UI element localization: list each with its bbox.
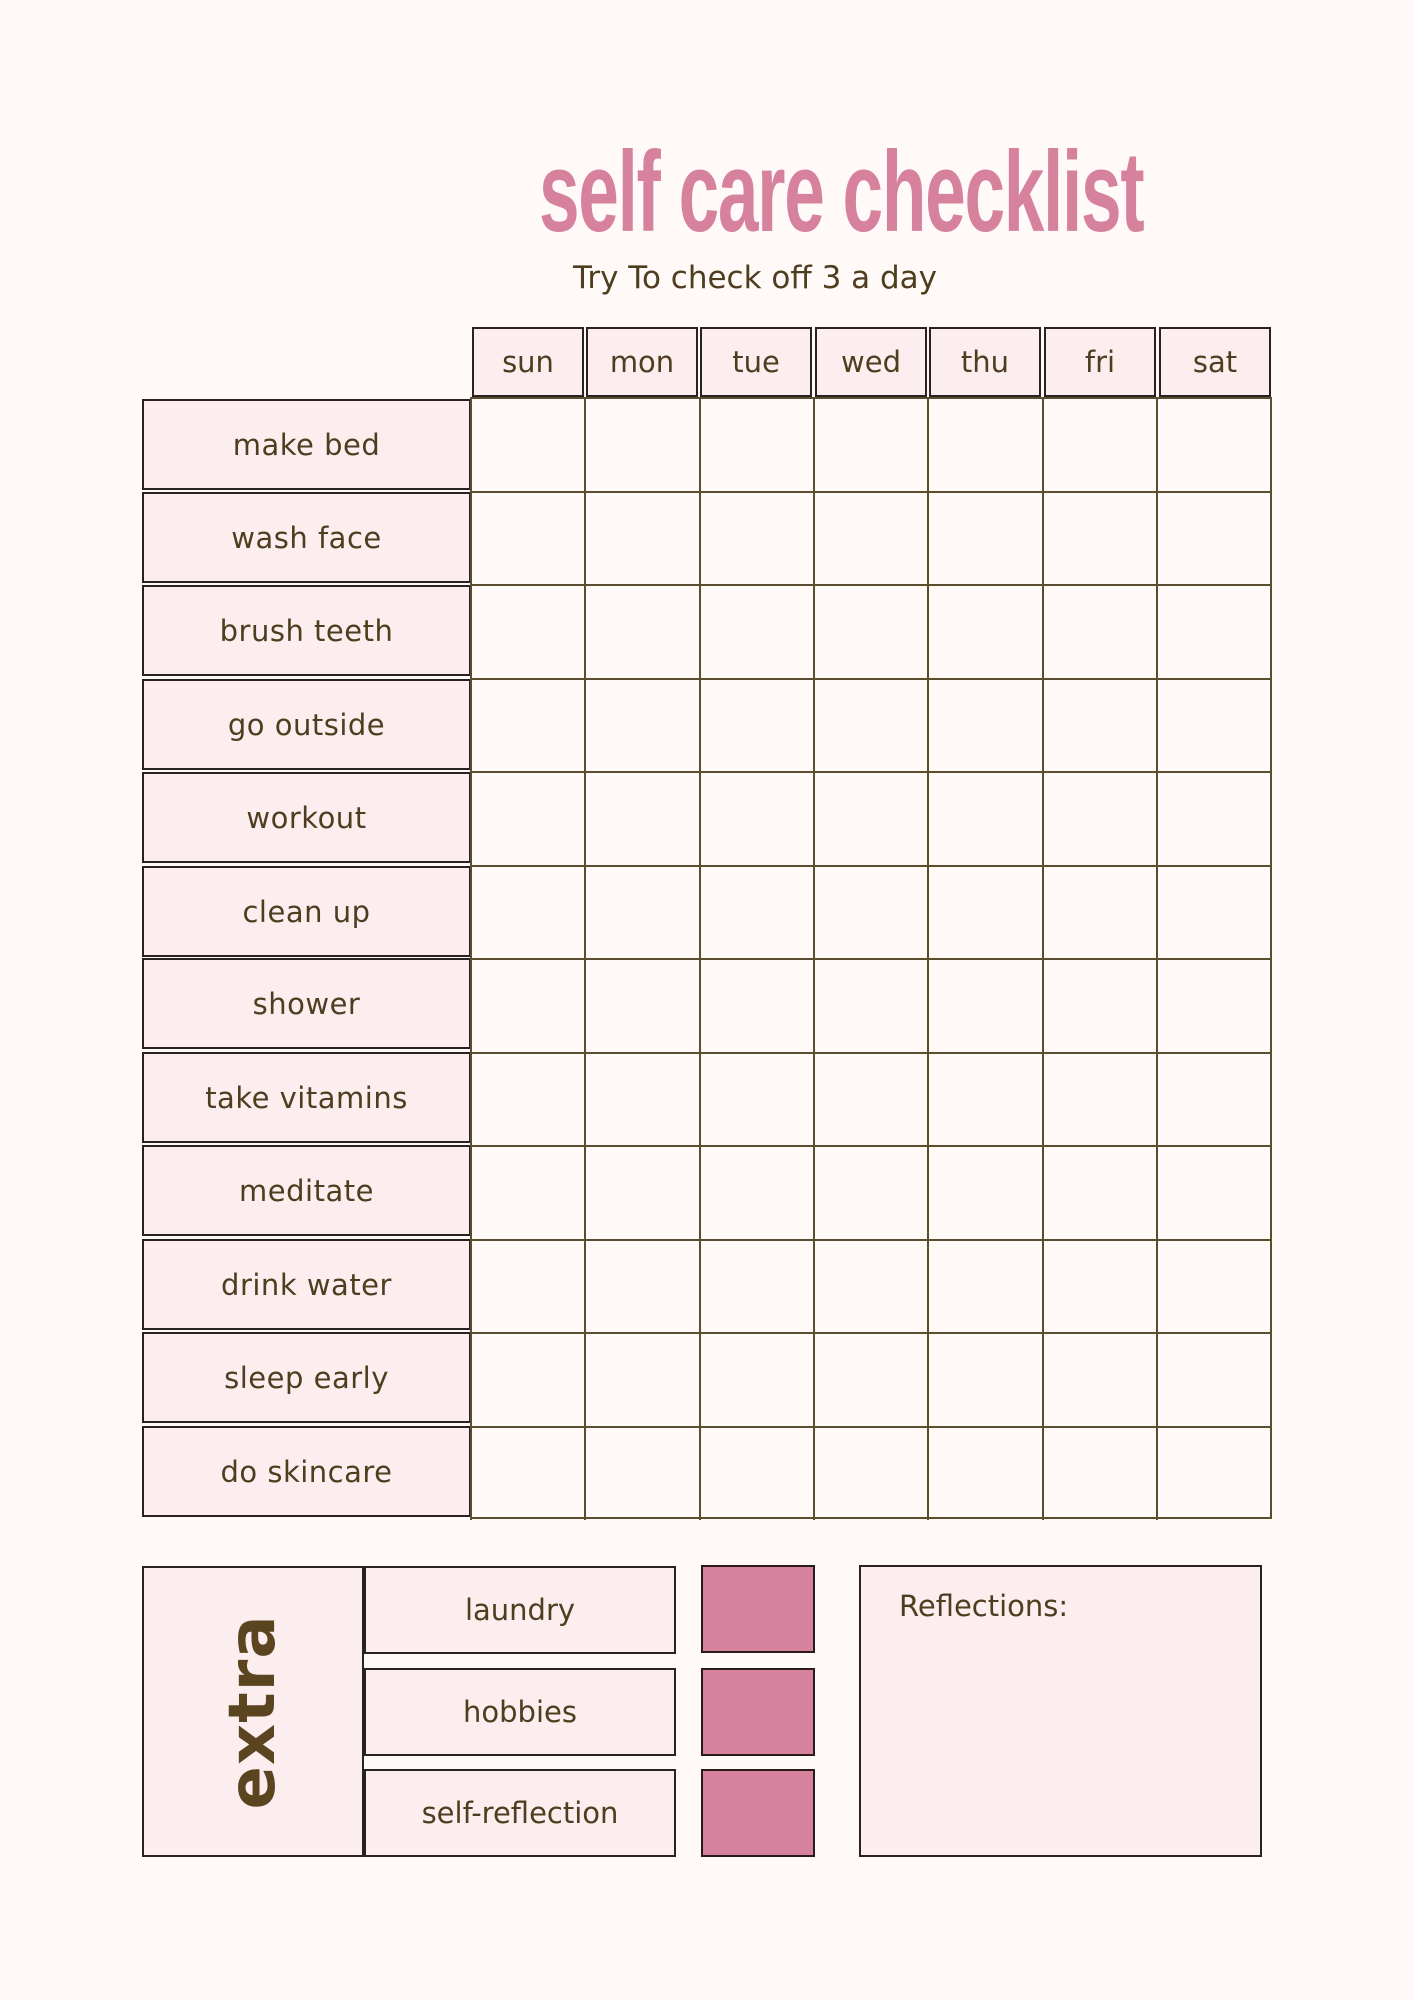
reflections-label: Reflections: <box>899 1589 1069 1623</box>
check-cell[interactable] <box>470 1145 585 1240</box>
check-cell[interactable] <box>470 584 585 679</box>
task-label-take-vitamins: take vitamins <box>142 1052 471 1143</box>
page-title <box>369 129 1144 256</box>
check-cell[interactable] <box>927 584 1042 679</box>
day-header-sat: sat <box>1159 327 1271 397</box>
task-label-sleep-early: sleep early <box>142 1332 471 1423</box>
check-cell[interactable] <box>1042 397 1157 492</box>
check-cell[interactable] <box>1156 958 1271 1053</box>
check-cell[interactable] <box>1156 1052 1271 1147</box>
check-cell[interactable] <box>584 958 699 1053</box>
task-label-go-outside: go outside <box>142 679 471 770</box>
check-cell[interactable] <box>584 1426 699 1521</box>
check-cell[interactable] <box>584 584 699 679</box>
task-label-clean-up: clean up <box>142 866 471 957</box>
check-cell[interactable] <box>584 397 699 492</box>
checklist-grid <box>470 397 1272 1519</box>
check-cell[interactable] <box>813 1145 928 1240</box>
check-cell[interactable] <box>1042 678 1157 773</box>
check-cell[interactable] <box>699 1145 814 1240</box>
extra-checkbox-self-reflection[interactable] <box>701 1769 815 1857</box>
page-subtitle: Try To check off 3 a day <box>572 260 938 296</box>
extra-item-self-reflection: self-reflection <box>364 1769 676 1857</box>
check-cell[interactable] <box>1042 865 1157 960</box>
task-label-shower: shower <box>142 958 471 1049</box>
check-cell[interactable] <box>1042 584 1157 679</box>
check-cell[interactable] <box>927 491 1042 586</box>
check-cell[interactable] <box>584 1239 699 1334</box>
check-cell[interactable] <box>1156 397 1271 492</box>
check-cell[interactable] <box>1042 491 1157 586</box>
task-label-brush-teeth: brush teeth <box>142 585 471 676</box>
check-cell[interactable] <box>1042 1332 1157 1427</box>
check-cell[interactable] <box>699 584 814 679</box>
check-cell[interactable] <box>927 771 1042 866</box>
check-cell[interactable] <box>584 1145 699 1240</box>
check-cell[interactable] <box>1156 584 1271 679</box>
check-cell[interactable] <box>699 1239 814 1334</box>
extra-checkbox-laundry[interactable] <box>701 1565 815 1653</box>
check-cell[interactable] <box>813 1332 928 1427</box>
check-cell[interactable] <box>1042 771 1157 866</box>
check-cell[interactable] <box>699 958 814 1053</box>
check-cell[interactable] <box>1156 678 1271 773</box>
check-cell[interactable] <box>1156 771 1271 866</box>
check-cell[interactable] <box>699 771 814 866</box>
extra-section <box>142 1566 364 1857</box>
check-cell[interactable] <box>699 1426 814 1521</box>
check-cell[interactable] <box>699 1052 814 1147</box>
check-cell[interactable] <box>927 397 1042 492</box>
check-cell[interactable] <box>584 1052 699 1147</box>
task-label-make-bed: make bed <box>142 399 471 490</box>
check-cell[interactable] <box>813 397 928 492</box>
check-cell[interactable] <box>470 865 585 960</box>
check-cell[interactable] <box>470 397 585 492</box>
extra-checkbox-hobbies[interactable] <box>701 1668 815 1756</box>
day-header-thu: thu <box>929 327 1041 397</box>
check-cell[interactable] <box>927 678 1042 773</box>
check-cell[interactable] <box>927 1145 1042 1240</box>
check-cell[interactable] <box>813 865 928 960</box>
check-cell[interactable] <box>927 865 1042 960</box>
check-cell[interactable] <box>813 1426 928 1521</box>
check-cell[interactable] <box>927 1239 1042 1334</box>
check-cell[interactable] <box>1042 1145 1157 1240</box>
check-cell[interactable] <box>699 865 814 960</box>
check-cell[interactable] <box>927 958 1042 1053</box>
check-cell[interactable] <box>584 771 699 866</box>
check-cell[interactable] <box>584 865 699 960</box>
day-header-tue: tue <box>700 327 812 397</box>
check-cell[interactable] <box>813 491 928 586</box>
check-cell[interactable] <box>813 584 928 679</box>
check-cell[interactable] <box>1156 1426 1271 1521</box>
check-cell[interactable] <box>1042 958 1157 1053</box>
check-cell[interactable] <box>813 771 928 866</box>
extra-item-laundry: laundry <box>364 1566 676 1654</box>
check-cell[interactable] <box>1156 865 1271 960</box>
check-cell[interactable] <box>1156 1239 1271 1334</box>
check-cell[interactable] <box>470 958 585 1053</box>
check-cell[interactable] <box>1042 1239 1157 1334</box>
check-cell[interactable] <box>813 678 928 773</box>
extra-label: extra <box>216 1613 290 1810</box>
check-cell[interactable] <box>470 491 585 586</box>
day-header-fri: fri <box>1044 327 1156 397</box>
day-header-mon: mon <box>586 327 698 397</box>
day-header-wed: wed <box>815 327 927 397</box>
check-cell[interactable] <box>1156 491 1271 586</box>
page-title-text: self care checklist <box>538 129 1144 256</box>
check-cell[interactable] <box>927 1426 1042 1521</box>
check-cell[interactable] <box>470 678 585 773</box>
reflections-box[interactable] <box>859 1565 1262 1857</box>
task-label-do-skincare: do skincare <box>142 1426 471 1517</box>
check-cell[interactable] <box>927 1332 1042 1427</box>
check-cell[interactable] <box>699 1332 814 1427</box>
check-cell[interactable] <box>813 1052 928 1147</box>
check-cell[interactable] <box>813 1239 928 1334</box>
check-cell[interactable] <box>699 491 814 586</box>
check-cell[interactable] <box>1042 1052 1157 1147</box>
check-cell[interactable] <box>699 678 814 773</box>
task-label-meditate: meditate <box>142 1145 471 1236</box>
check-cell[interactable] <box>927 1052 1042 1147</box>
check-cell[interactable] <box>1156 1145 1271 1240</box>
task-label-workout: workout <box>142 772 471 863</box>
extra-item-hobbies: hobbies <box>364 1668 676 1756</box>
check-cell[interactable] <box>813 958 928 1053</box>
check-cell[interactable] <box>584 678 699 773</box>
task-label-wash-face: wash face <box>142 492 471 583</box>
check-cell[interactable] <box>699 397 814 492</box>
check-cell[interactable] <box>1156 1332 1271 1427</box>
check-cell[interactable] <box>470 1426 585 1521</box>
check-cell[interactable] <box>584 491 699 586</box>
check-cell[interactable] <box>470 1332 585 1427</box>
day-header-sun: sun <box>472 327 584 397</box>
check-cell[interactable] <box>584 1332 699 1427</box>
check-cell[interactable] <box>470 1052 585 1147</box>
check-cell[interactable] <box>1042 1426 1157 1521</box>
check-cell[interactable] <box>470 771 585 866</box>
check-cell[interactable] <box>470 1239 585 1334</box>
task-label-drink-water: drink water <box>142 1239 471 1330</box>
